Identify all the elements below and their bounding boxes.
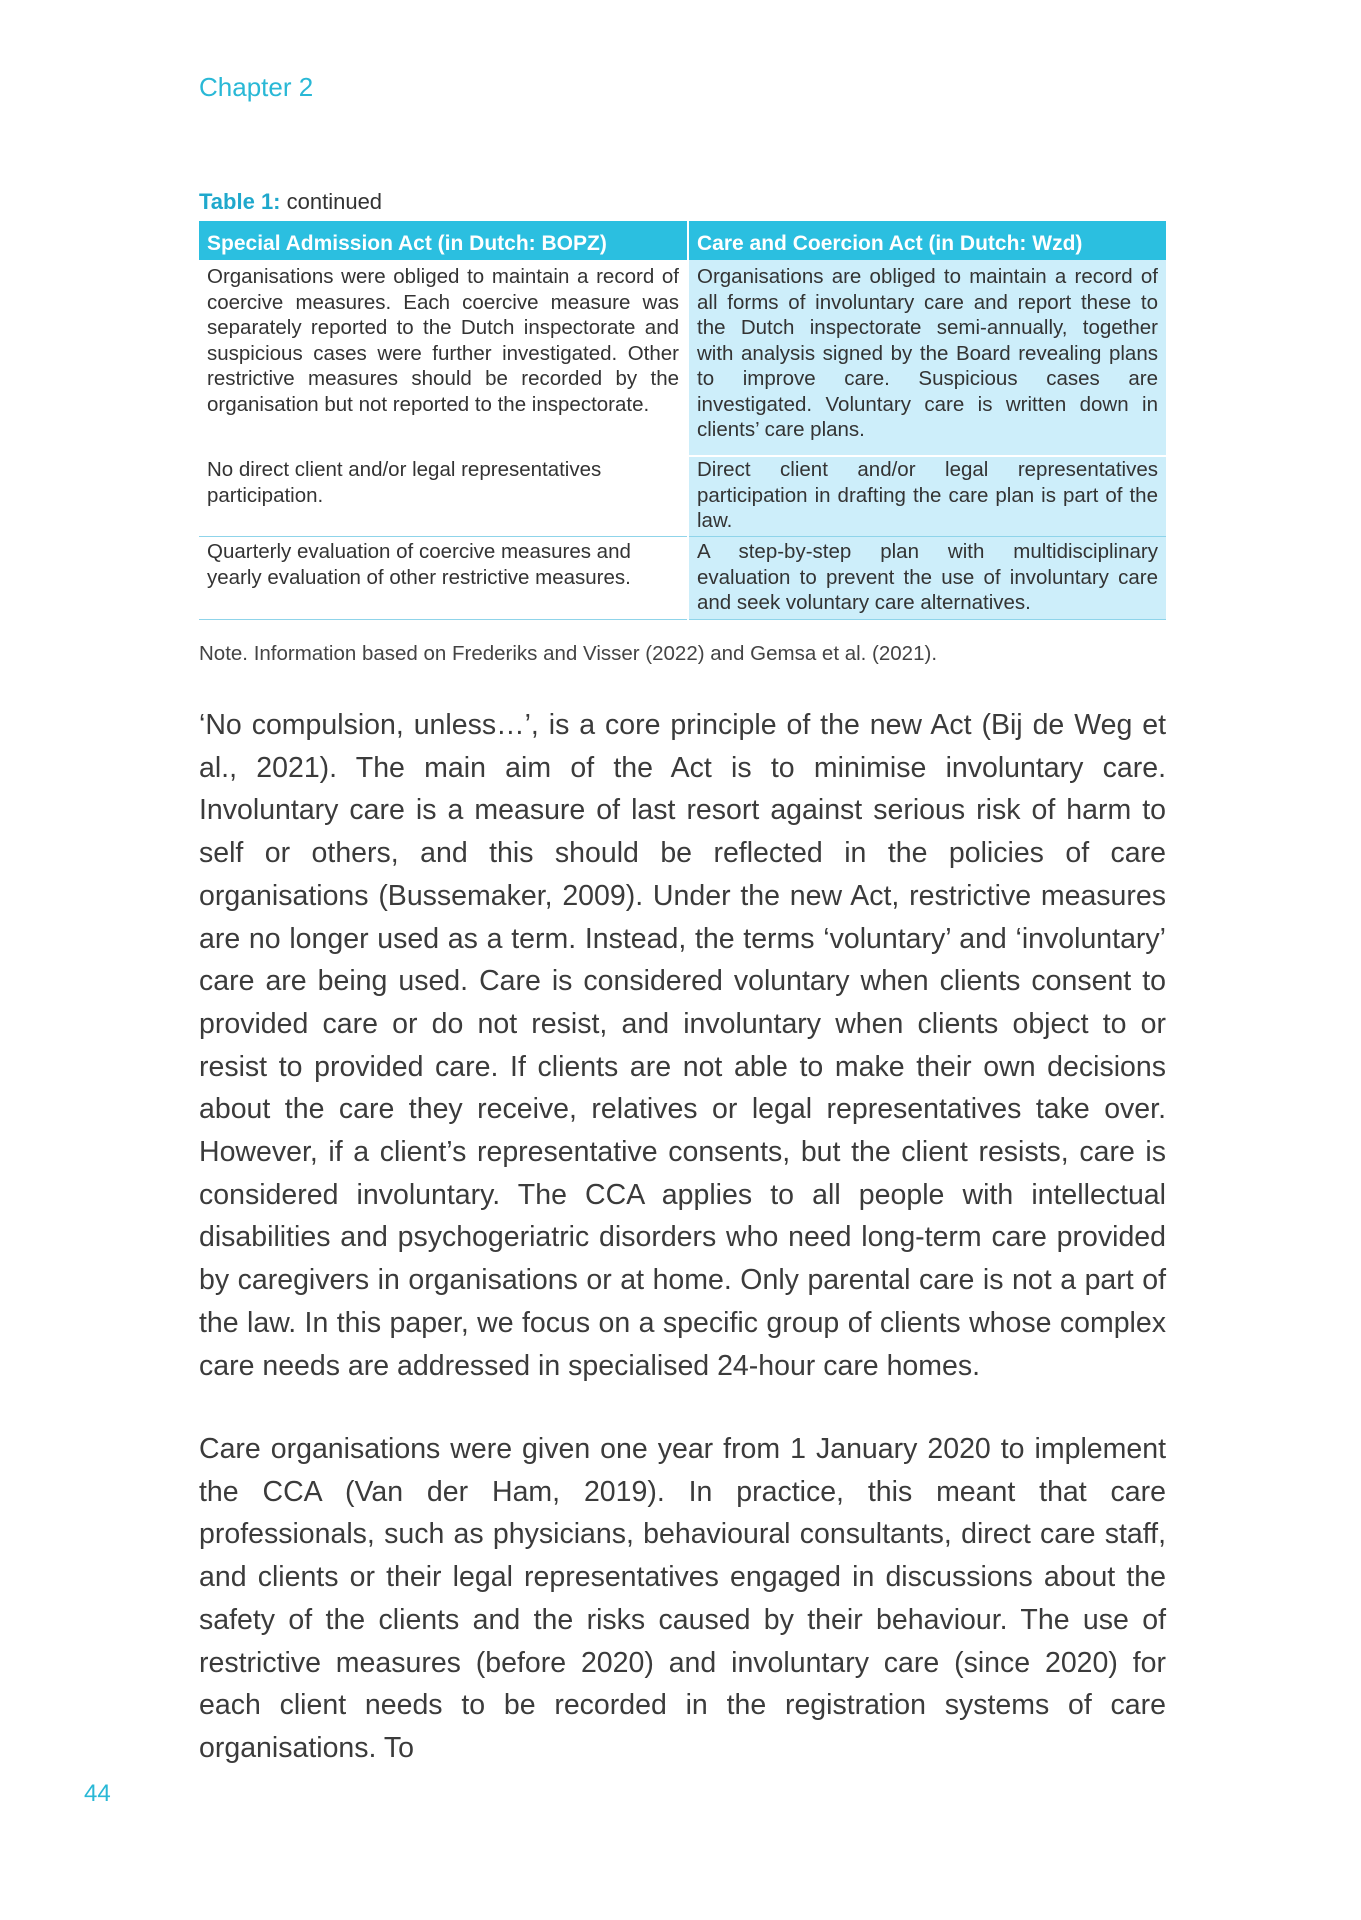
table-cell: Organisations were obliged to maintain a record of coercive measures. Each coercive measure was separately reported to the Dutch inspectorate and suspicious cases were further investigated. Other restrictive measures should be recorded by the organisation but not reported to the inspectorate. <box>199 260 688 456</box>
table-cell: Direct client and/or legal representatives participation in drafting the care plan is part of the law. <box>688 456 1166 537</box>
table-caption-label: Table 1: <box>199 189 281 214</box>
page-number: 44 <box>84 1780 111 1807</box>
table-cell: No direct client and/or legal representatives participation. <box>199 456 688 537</box>
table-caption-text: continued <box>280 189 383 214</box>
chapter-header: Chapter 2 <box>199 72 314 102</box>
comparison-table <box>199 221 1166 620</box>
table-cell: A step-by-step plan with multidisciplinary evaluation to prevent the use of involuntary care and seek voluntary care alternatives. <box>688 537 1166 620</box>
table-row <box>199 456 1166 537</box>
table-header-wzd: Care and Coercion Act (in Dutch: Wzd) <box>688 221 1166 260</box>
table-row <box>199 260 1166 456</box>
table-row <box>199 537 1166 620</box>
body-paragraph: Care organisations were given one year from 1 January 2020 to implement the CCA (Van der Ham, 2019). In practice, this meant that care professionals, such as physicians, behavioural consultants, direct care staff, and clients or their legal representatives engaged in discussions about the safety of the clients and the risks caused by their behaviour. The use of restrictive measures (before 2020) and involuntary care (since 2020) for each client needs to be recorded in the registration systems of care organisations. To <box>199 1433 1166 1764</box>
table-cell: Organisations are obliged to maintain a record of all forms of involuntary care and report these to the Dutch inspectorate semi-annually, together with analysis signed by the Board revealing plans to improve care. Suspicious cases are investigated. Voluntary care is written down in clients’ care plans. <box>688 260 1166 456</box>
table-cell: Quarterly evaluation of coercive measures and yearly evaluation of other restrictive measures. <box>199 537 688 620</box>
body-paragraph: ‘No compulsion, unless…’, is a core principle of the new Act (Bij de Weg et al., 2021). The main aim of the Act is to minimise involuntary care. Involuntary care is a measure of last resort against serious risk of harm to self or others, and this should be reflected in the policies of care organisations (Bussemaker, 2009). Under the new Act, restrictive measures are no longer used as a term. Instead, the terms ‘voluntary’ and ‘involuntary’ care are being used. Care is considered voluntary when clients consent to provided care or do not resist, and involuntary when clients object to or resist to provided care. If clients are not able to make their own decisions about the care they receive, relatives or legal representatives take over. However, if a client’s representative consents, but the client resists, care is considered involuntary. The CCA applies to all people with intellectual disabilities and psychogeriatric disorders who need long-term care provided by caregivers in organisations or at home. Only parental care is not a part of the law. In this paper, we focus on a specific group of clients whose complex care needs are addressed in specialised 24-hour care homes. <box>199 709 1166 1382</box>
table-header-row <box>199 221 1166 260</box>
table-note: Note. Information based on Frederiks and Visser (2022) and Gemsa et al. (2021). <box>199 642 938 665</box>
table-header-bopz: Special Admission Act (in Dutch: BOPZ) <box>199 221 688 260</box>
table-caption <box>199 189 382 215</box>
